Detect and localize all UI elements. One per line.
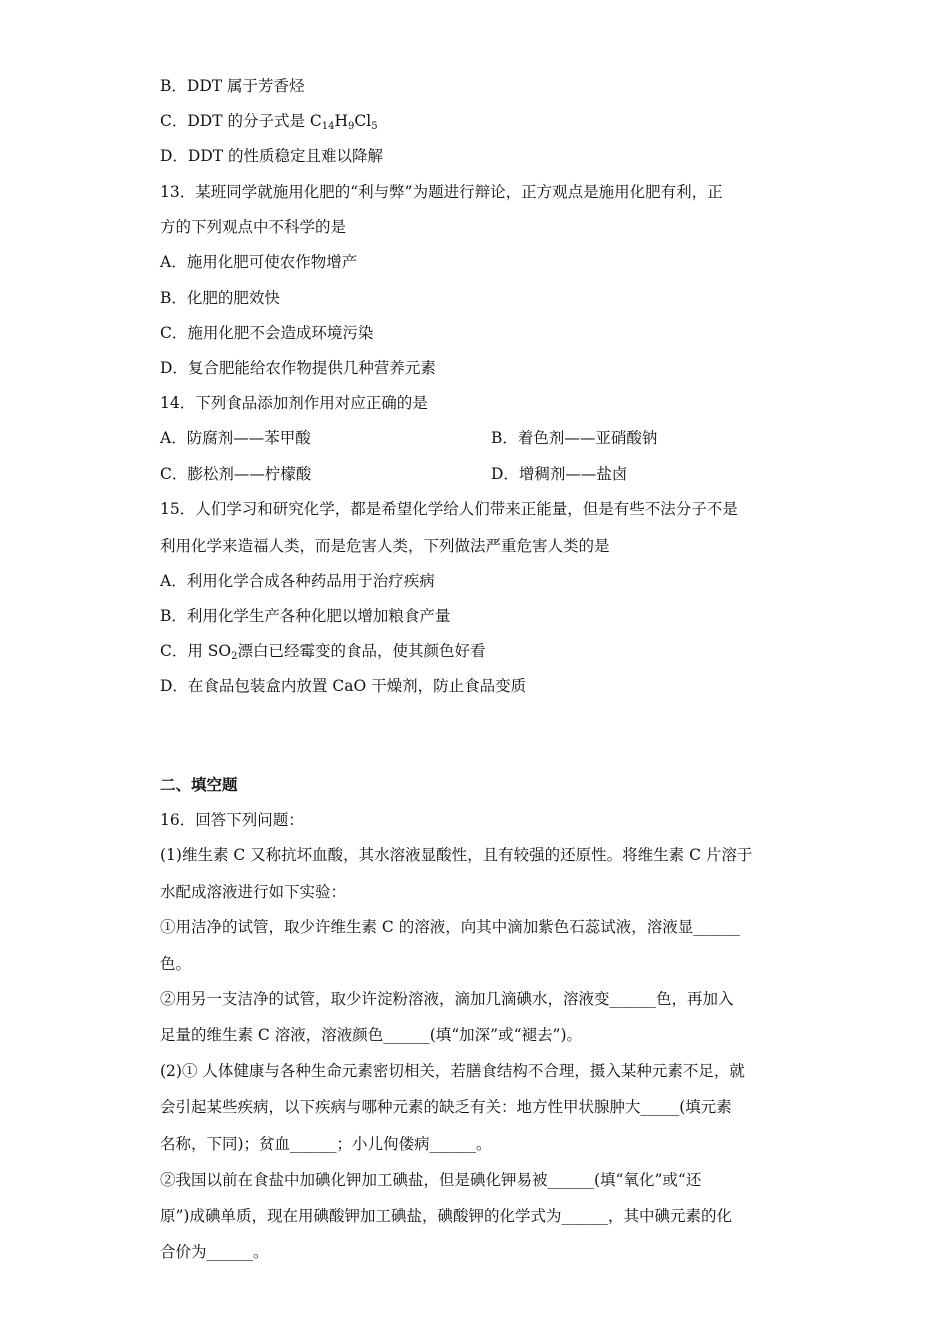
q16-p1-line1: (1)维生素 C 又称抗坏血酸，其水溶液显酸性，且有较强的还原性。将维生素 C 片溶于 xyxy=(160,846,753,864)
q12-option-d: D．DDT 的性质稳定且难以降解 xyxy=(160,147,384,165)
q12-formula-h: H xyxy=(334,112,349,130)
q16-p2-ii-line1: ②我国以前在食盐中加碘化钾加工碘盐，但是碘化钾易被______(填“氧化”或“还 xyxy=(160,1171,702,1189)
q16-stem: 16．回答下列问题： xyxy=(160,811,304,829)
q16-p1-ii-line2: 足量的维生素 C 溶液，溶液颜色______(填“加深”或“褪去”)。 xyxy=(160,1026,583,1044)
q12-formula-sub-c: 14 xyxy=(321,121,335,132)
section-heading: 二、填空题 xyxy=(160,775,238,794)
q16-p2-i-line1: (2)① 人体健康与各种生命元素密切相关，若膳食结构不合理，摄入某种元素不足，就 xyxy=(160,1062,745,1080)
q12-option-c-prefix: C．DDT 的分子式是 C xyxy=(160,112,322,130)
q13-stem-line2: 方的下列观点中不科学的是 xyxy=(160,218,347,236)
q13-option-c: C．施用化肥不会造成环境污染 xyxy=(160,324,374,342)
q12-option-c xyxy=(160,111,378,131)
q14-stem: 14．下列食品添加剂作用对应正确的是 xyxy=(160,394,428,412)
q15-option-c-suffix: 漂白已经霉变的食品，使其颜色好看 xyxy=(237,642,486,660)
q14-option-c: C．膨松剂——柠檬酸 xyxy=(160,465,312,483)
q15-option-d: D．在食品包装盒内放置 CaO 干燥剂，防止食品变质 xyxy=(160,677,527,695)
q16-p1-line2: 水配成溶液进行如下实验： xyxy=(160,883,347,901)
q13-stem-line1: 13．某班同学就施用化肥的“利与弊”为题进行辩论，正方观点是施用化肥有利，正 xyxy=(160,183,723,201)
q16-p2-i-line3: 名称，下同)；贫血______；小儿佝偻病______。 xyxy=(160,1135,492,1153)
q15-option-a: A．利用化学合成各种药品用于治疗疾病 xyxy=(160,572,435,590)
q12-formula-cl: Cl xyxy=(354,112,372,130)
q13-option-d: D．复合肥能给农作物提供几种营养元素 xyxy=(160,359,436,377)
q16-p2-i-line2: 会引起某些疾病，以下疾病与哪种元素的缺乏有关：地方性甲状腺肿大_____(填元素 xyxy=(160,1098,732,1116)
q12-option-b: B．DDT 属于芳香烃 xyxy=(160,77,305,95)
q16-p2-ii-line2: 原”)成碘单质，现在用碘酸钾加工碘盐，碘酸钾的化学式为______，其中碘元素的化 xyxy=(160,1207,732,1225)
q16-p2-ii-line3: 合价为______。 xyxy=(160,1243,269,1261)
q15-option-c xyxy=(160,641,486,661)
q14-option-a: A．防腐剂——苯甲酸 xyxy=(160,429,311,447)
q14-option-b: B．着色剂——亚硝酸钠 xyxy=(491,429,658,447)
q13-option-b: B．化肥的肥效快 xyxy=(160,289,280,307)
q13-option-a: A．施用化肥可使农作物增产 xyxy=(160,253,358,271)
q12-formula-sub-cl: 5 xyxy=(371,121,378,132)
q16-p1-ii-line1: ②用另一支洁净的试管，取少许淀粉溶液，滴加几滴碘水，溶液变______色，再加入 xyxy=(160,990,734,1008)
q15-formula-sub: 2 xyxy=(231,651,238,662)
q15-option-c-prefix: C．用 SO xyxy=(160,642,232,660)
q16-p1-i-line2: 色。 xyxy=(160,955,192,973)
q16-p1-i-line1: ①用洁净的试管，取少许维生素 C 的溶液，向其中滴加紫色石蕊试液，溶液显______ xyxy=(160,918,740,936)
q15-stem-line1: 15．人们学习和研究化学，都是希望化学给人们带来正能量，但是有些不法分子不是 xyxy=(160,500,738,518)
q15-stem-line2: 利用化学来造福人类，而是危害人类，下列做法严重危害人类的是 xyxy=(160,537,610,555)
q14-option-d: D．增稠剂——盐卤 xyxy=(491,465,628,483)
q15-option-b: B．利用化学生产各种化肥以增加粮食产量 xyxy=(160,607,451,625)
q12-formula-sub-h: 9 xyxy=(348,121,355,132)
